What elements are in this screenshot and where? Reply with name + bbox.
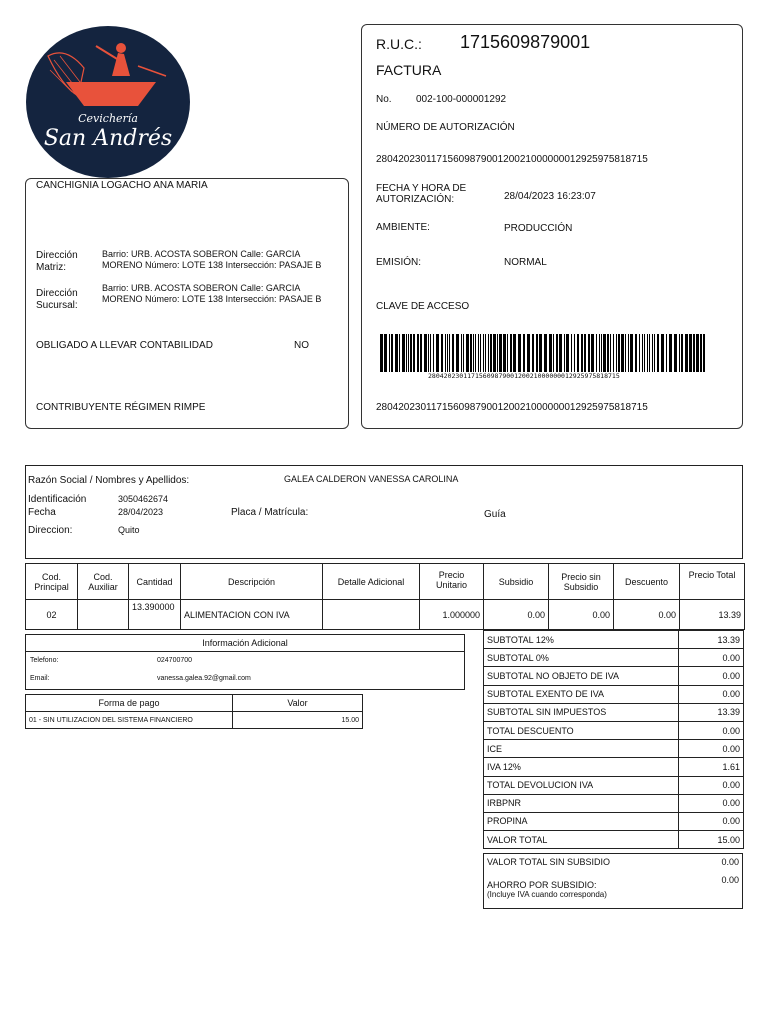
col-precio-sin-line1: Precio sin	[561, 571, 601, 582]
plate-label: Placa / Matrícula:	[231, 507, 309, 518]
col-cod-principal	[26, 564, 78, 600]
totals-value: 0.00	[679, 740, 744, 758]
environment-value: PRODUCCIÓN	[504, 223, 573, 234]
emission-value: NORMAL	[504, 257, 547, 268]
totals-value: 0.00	[679, 721, 744, 739]
cell-cod-principal: 02	[26, 600, 78, 630]
phone-label: Telefono:	[30, 657, 59, 664]
table-row	[26, 712, 363, 729]
logo-text-line2: San Andrés	[43, 126, 173, 151]
branch-address-line2: MORENO Número: LOTE 138 Intersección: PASAJE B	[102, 294, 322, 304]
totals-row	[484, 831, 744, 849]
issuer-name: CANCHIGNIA LOGACHO ANA MARIA	[36, 180, 208, 191]
col-subsidio: Subsidio	[484, 564, 549, 600]
branch-address-line1: Barrio: URB. ACOSTA SOBERON Calle: GARCIA	[102, 283, 301, 293]
totals-label: SUBTOTAL EXENTO DE IVA	[484, 685, 679, 703]
additional-info-divider	[26, 651, 464, 652]
branch-address	[102, 283, 321, 305]
matrix-label-line1: Dirección	[36, 250, 78, 261]
ruc-label: R.U.C.:	[376, 36, 422, 52]
phone-value: 024700700	[157, 657, 193, 664]
tax-regime: CONTRIBUYENTE RÉGIMEN RIMPE	[36, 402, 206, 413]
col-cod-principal-line2: Principal	[34, 581, 69, 592]
totals-row	[484, 721, 744, 739]
company-logo	[26, 26, 190, 178]
totals-table	[483, 630, 744, 849]
auth-date-label-line2: AUTORIZACIÓN:	[376, 194, 455, 205]
totals-label: SUBTOTAL SIN IMPUESTOS	[484, 703, 679, 721]
totals-label: SUBTOTAL 12%	[484, 631, 679, 649]
totals-label: TOTAL DESCUENTO	[484, 721, 679, 739]
cell-descuento: 0.00	[614, 600, 680, 630]
customer-address: Quito	[118, 525, 140, 535]
subsidy-savings-value: 0.00	[721, 875, 739, 885]
totals-row	[484, 649, 744, 667]
date-label: Fecha	[28, 507, 56, 518]
matrix-address-line1: Barrio: URB. ACOSTA SOBERON Calle: GARCIA	[102, 249, 301, 259]
customer-name-label: Razón Social / Nombres y Apellidos:	[28, 475, 190, 486]
payment-method-header: Forma de pago	[26, 695, 233, 712]
totals-row	[484, 812, 744, 830]
access-key-barcode	[380, 334, 708, 372]
additional-info-box	[25, 634, 465, 690]
payment-method: 01 - SIN UTILIZACION DEL SISTEMA FINANCIERO	[26, 712, 233, 729]
totals-value: 0.00	[679, 667, 744, 685]
authorization-number: 2804202301171560987900120021000000012925975818715	[376, 154, 648, 165]
auth-date-value: 28/04/2023 16:23:07	[504, 191, 596, 202]
customer-id-label: Identificación	[28, 494, 87, 505]
payment-value: 15.00	[233, 712, 363, 729]
auth-date-label	[376, 183, 466, 205]
totals-value: 15.00	[679, 831, 744, 849]
branch-address-label	[36, 288, 78, 312]
accounting-value: NO	[294, 340, 309, 351]
email-label: Email:	[30, 675, 50, 682]
totals-row	[484, 703, 744, 721]
totals-label: IVA 12%	[484, 758, 679, 776]
totals-row	[484, 631, 744, 649]
totals-value: 0.00	[679, 685, 744, 703]
matrix-address	[102, 249, 321, 271]
cell-detalle	[323, 600, 420, 630]
email-value: vanessa.galea.92@gmail.com	[157, 675, 251, 682]
totals-value: 0.00	[679, 776, 744, 794]
totals-value: 0.00	[679, 794, 744, 812]
boat-fisherman-icon	[26, 26, 190, 178]
matrix-address-line2: MORENO Número: LOTE 138 Intersección: PASAJE B	[102, 260, 322, 270]
table-row	[26, 600, 745, 630]
authorization-label: NÚMERO DE AUTORIZACIÓN	[376, 122, 515, 133]
col-cod-principal-line1: Cod.	[41, 571, 61, 582]
payment-table	[25, 694, 363, 729]
col-cod-auxiliar-line2: Auxiliar	[88, 581, 118, 592]
subsidy-box	[483, 853, 743, 909]
address-label: Direccion:	[28, 525, 73, 536]
invoice-header-box	[361, 24, 743, 429]
invoice-number-label: No.	[376, 94, 392, 105]
customer-name: GALEA CALDERON VANESSA CAROLINA	[284, 474, 459, 484]
totals-row	[484, 794, 744, 812]
access-key-label: CLAVE DE ACCESO	[376, 301, 470, 312]
cell-precio-total: 13.39	[680, 600, 745, 630]
issuer-box	[25, 178, 349, 429]
col-precio-sin-subsidio	[549, 564, 614, 600]
totals-row	[484, 685, 744, 703]
customer-id: 3050462674	[118, 494, 169, 504]
totals-value: 0.00	[679, 649, 744, 667]
access-key-value: 2804202301171560987900120021000000012925975818715	[376, 402, 648, 413]
cell-descripcion: ALIMENTACION CON IVA	[181, 600, 323, 630]
issue-date: 28/04/2023	[118, 507, 164, 517]
col-descuento: Descuento	[614, 564, 680, 600]
barcode-bars	[380, 334, 708, 372]
barcode-text: 2804202301171560987900120021000000012925975818715	[428, 372, 620, 380]
items-header-row	[26, 564, 745, 600]
invoice-number-value: 002-100-000001292	[416, 94, 507, 105]
totals-value: 13.39	[679, 631, 744, 649]
totals-label: SUBTOTAL NO OBJETO DE IVA	[484, 667, 679, 685]
total-without-subsidy-label: VALOR TOTAL SIN SUBSIDIO	[487, 857, 611, 867]
totals-label: IRBPNR	[484, 794, 679, 812]
col-cantidad: Cantidad	[129, 564, 181, 600]
totals-value: 1.61	[679, 758, 744, 776]
totals-row	[484, 667, 744, 685]
environment-label: AMBIENTE:	[376, 222, 430, 233]
matrix-label-line2: Matriz:	[36, 262, 66, 273]
totals-row	[484, 776, 744, 794]
col-cod-auxiliar-line1: Cod.	[93, 571, 113, 582]
totals-value: 0.00	[679, 812, 744, 830]
additional-info-title: Información Adicional	[202, 638, 288, 648]
cell-precio-unitario: 1.000000	[420, 600, 484, 630]
cell-cantidad: 13.390000	[129, 600, 181, 630]
payment-value-header: Valor	[233, 695, 363, 712]
cell-precio-sin-subsidio: 0.00	[549, 600, 614, 630]
items-table	[25, 563, 745, 630]
accounting-label: OBLIGADO A LLEVAR CONTABILIDAD	[36, 340, 213, 351]
branch-label-line1: Dirección	[36, 288, 78, 299]
cell-cod-auxiliar	[78, 600, 129, 630]
logo-text-line1: Cevichería	[78, 112, 138, 125]
col-detalle: Detalle Adicional	[323, 564, 420, 600]
cell-subsidio: 0.00	[484, 600, 549, 630]
totals-row	[484, 740, 744, 758]
document-type: FACTURA	[376, 62, 442, 78]
subsidy-savings-note: (Incluye IVA cuando corresponda)	[487, 890, 607, 899]
customer-box	[25, 465, 743, 559]
totals-row	[484, 758, 744, 776]
totals-label: ICE	[484, 740, 679, 758]
totals-label: TOTAL DEVOLUCION IVA	[484, 776, 679, 794]
col-precio-total: Precio Total	[680, 564, 745, 600]
subsidy-savings-label: AHORRO POR SUBSIDIO:	[487, 880, 597, 890]
total-without-subsidy-value: 0.00	[721, 857, 739, 867]
ruc-value: 1715609879001	[460, 32, 591, 52]
totals-label: PROPINA	[484, 812, 679, 830]
branch-label-line2: Sucursal:	[36, 300, 78, 311]
col-cod-auxiliar	[78, 564, 129, 600]
totals-label: SUBTOTAL 0%	[484, 649, 679, 667]
col-precio-unitario: Precio Unitario	[420, 564, 484, 600]
col-descripcion: Descripción	[181, 564, 323, 600]
matrix-address-label	[36, 250, 78, 274]
auth-date-label-line1: FECHA Y HORA DE	[376, 183, 467, 194]
col-precio-sin-line2: Subsidio	[563, 581, 599, 592]
totals-label: VALOR TOTAL	[484, 831, 679, 849]
totals-value: 13.39	[679, 703, 744, 721]
guide-label: Guía	[484, 509, 506, 520]
emission-label: EMISIÓN:	[376, 257, 422, 268]
